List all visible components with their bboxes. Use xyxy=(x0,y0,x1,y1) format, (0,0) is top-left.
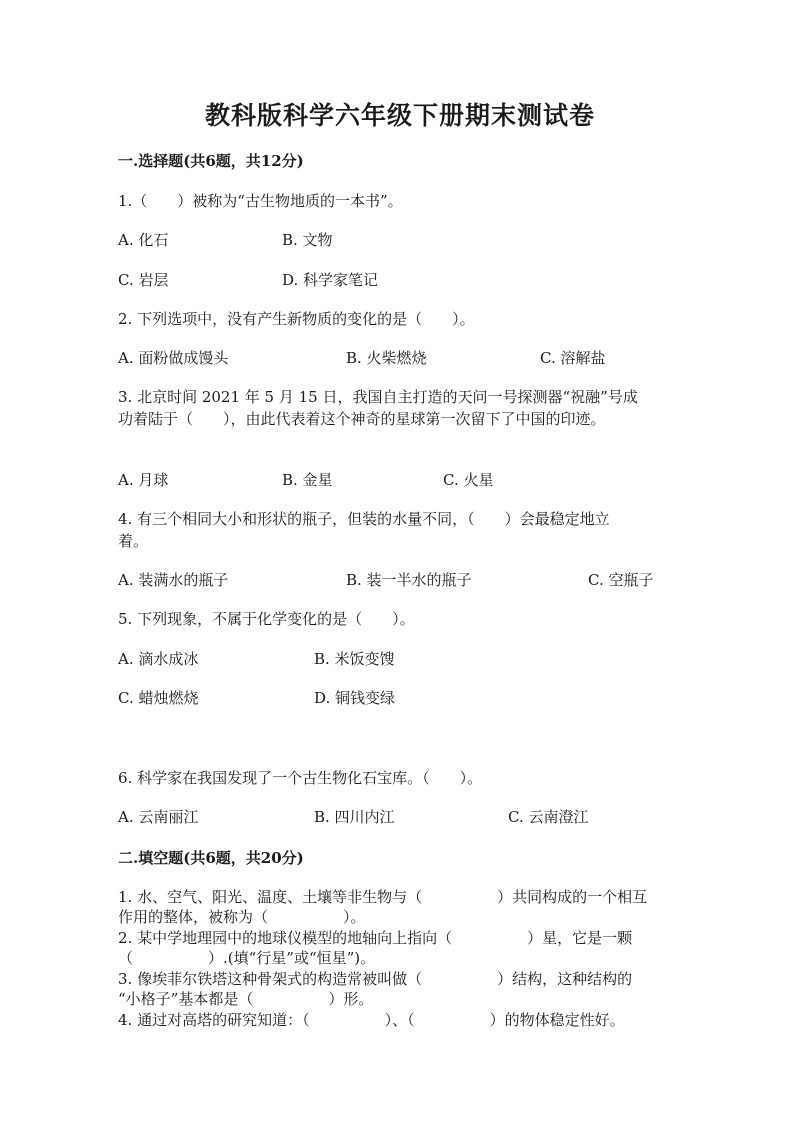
section-heading-fill-blank: 二.填空题(共6题，共20分) xyxy=(118,849,304,867)
question-3-stem-line-2: 功着陆于（ ），由此代表着这个神奇的星球第一次留下了中国的印迹。 xyxy=(118,410,606,428)
question-5-option-b: B. 米饭变馊 xyxy=(314,650,395,668)
question-6-option-c: C. 云南澄江 xyxy=(508,808,589,826)
question-5-option-d: D. 铜钱变绿 xyxy=(314,689,396,707)
question-5-option-c: C. 蜡烛燃烧 xyxy=(118,689,199,707)
question-1-option-b: B. 文物 xyxy=(282,231,333,249)
question-2-option-b: B. 火柴燃烧 xyxy=(346,349,427,367)
question-2-stem: 2. 下列选项中，没有产生新物质的变化的是（ ）。 xyxy=(118,310,475,328)
question-5-option-a: A. 滴水成冰 xyxy=(118,650,199,668)
question-5-stem: 5. 下列现象，不属于化学变化的是（ ）。 xyxy=(118,610,415,628)
question-1-option-c: C. 岩层 xyxy=(118,271,169,289)
question-3-option-c: C. 火星 xyxy=(443,471,494,489)
fill-question-3-line-1: 3. 像埃菲尔铁塔这种骨架式的构造常被叫做（ ）结构，这种结构的 xyxy=(118,970,633,988)
question-2-option-c: C. 溶解盐 xyxy=(540,349,606,367)
fill-question-4-line-1: 4. 通过对高塔的研究知道：（ ）、（ ）的物体稳定性好。 xyxy=(118,1011,625,1029)
question-2-option-a: A. 面粉做成馒头 xyxy=(118,349,229,367)
question-6-option-b: B. 四川内江 xyxy=(314,808,395,826)
question-4-option-b: B. 装一半水的瓶子 xyxy=(346,571,472,589)
question-4-option-a: A. 装满水的瓶子 xyxy=(118,571,229,589)
question-6-stem: 6. 科学家在我国发现了一个古生物化石宝库。（ ）。 xyxy=(118,769,483,787)
question-4-stem-line-2: 着。 xyxy=(118,532,149,550)
question-3-stem-line-1: 3. 北京时间 2021 年 5 月 15 日，我国自主打造的天问一号探测器“祝融”号成 xyxy=(118,388,638,406)
question-6-option-a: A. 云南丽江 xyxy=(118,808,199,826)
question-1-option-a: A. 化石 xyxy=(118,231,169,249)
fill-question-2-line-1: 2. 某中学地理园中的地球仪模型的地轴向上指向（ ）星，它是一颗 xyxy=(118,929,633,947)
question-3-option-b: B. 金星 xyxy=(282,471,333,489)
question-4-stem-line-1: 4. 有三个相同大小和形状的瓶子，但装的水量不同，（ ）会最稳定地立 xyxy=(118,510,610,528)
question-1-option-d: D. 科学家笔记 xyxy=(282,271,379,289)
fill-question-1-line-2: 作用的整体，被称为（ ）。 xyxy=(118,908,366,926)
fill-question-1-line-1: 1. 水、空气、阳光、温度、土壤等非生物与（ ）共同构成的一个相互 xyxy=(118,888,648,906)
section-heading-choice: 一.选择题(共6题，共12分) xyxy=(118,152,304,170)
question-3-option-a: A. 月球 xyxy=(118,471,169,489)
fill-question-3-line-2: “小格子”基本都是（ ）形。 xyxy=(118,990,374,1008)
page-title: 教科版科学六年级下册期末测试卷 xyxy=(204,101,595,130)
fill-question-2-line-2: （ ）.(填“行星”或“恒星”)。 xyxy=(118,949,376,967)
question-1-stem: 1.（ ）被称为“古生物地质的一本书”。 xyxy=(118,192,403,210)
question-4-option-c: C. 空瓶子 xyxy=(588,571,654,589)
